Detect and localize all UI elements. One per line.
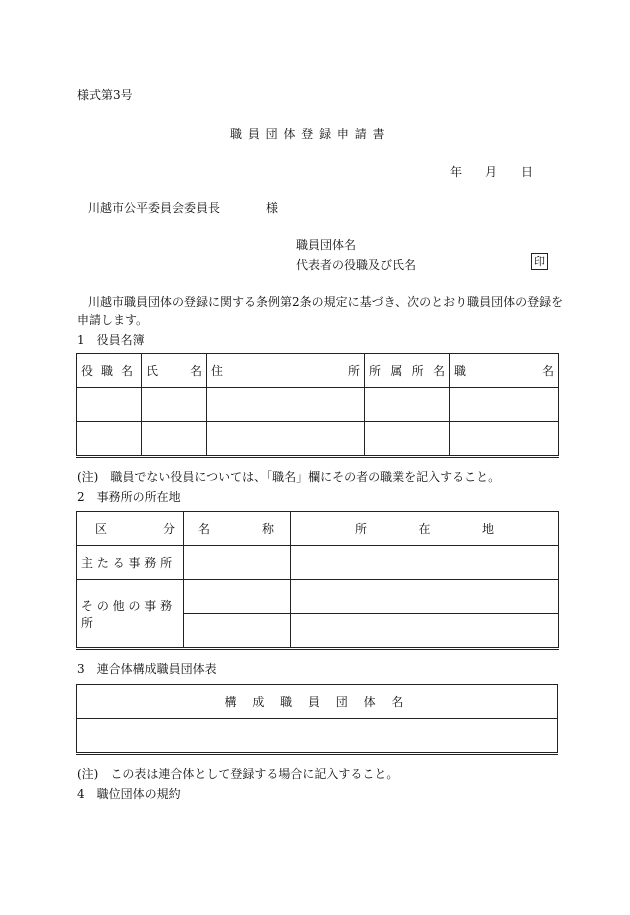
- table-cell[interactable]: [184, 614, 291, 649]
- section3-heading: 3 連合体構成職員団体表: [77, 662, 217, 676]
- row-other-office: そ の 他 の 事 務 所: [77, 580, 184, 649]
- table-cell[interactable]: [184, 580, 291, 614]
- table-row: [77, 546, 559, 580]
- header-affiliation: 所 属 所 名: [365, 354, 450, 388]
- row-main-office: 主 た る 事 務 所: [77, 546, 184, 580]
- date-month: 月: [485, 165, 498, 179]
- officer-table: [76, 353, 559, 458]
- table-cell[interactable]: [142, 388, 207, 422]
- table-cell[interactable]: [450, 388, 559, 422]
- table-row: [77, 388, 559, 422]
- section3-note: (注) この表は連合体として登録する場合に記入すること。: [77, 767, 399, 781]
- table-cell[interactable]: [291, 614, 559, 649]
- table-cell[interactable]: [142, 422, 207, 457]
- table-cell[interactable]: [291, 546, 559, 580]
- member-union-table: [76, 684, 558, 755]
- form-title: 職 員 団 体 登 録 申 請 書: [230, 127, 386, 141]
- table-cell[interactable]: [365, 422, 450, 457]
- body-text-line-1: 川越市職員団体の登録に関する条例第2条の規定に基づき、次のとおり職員団体の登録を: [88, 295, 564, 309]
- table-cell[interactable]: [207, 422, 365, 457]
- header-position: 役 職 名: [77, 354, 142, 388]
- table-cell[interactable]: [207, 388, 365, 422]
- header-location: 所 在 地: [291, 512, 559, 546]
- table-cell[interactable]: [450, 422, 559, 457]
- section2-heading: 2 事務所の所在地: [77, 490, 181, 504]
- table-header-row: [77, 354, 559, 388]
- table-row: [77, 422, 559, 457]
- table-cell[interactable]: [291, 580, 559, 614]
- header-job-title: 職 名: [450, 354, 559, 388]
- table-header-row: [77, 512, 559, 546]
- section4-heading: 4 職位団体の規約: [77, 787, 181, 801]
- office-table: [76, 511, 559, 650]
- header-name: 氏 名: [142, 354, 207, 388]
- seal-mark: 印: [531, 253, 548, 270]
- rep-name-label: 代表者の役職及び氏名: [296, 258, 417, 272]
- table-cell[interactable]: [184, 546, 291, 580]
- header-member-union-name: 構 成 職 員 団 体 名: [77, 685, 558, 719]
- table-cell[interactable]: [365, 388, 450, 422]
- addressee-honorific: 様: [266, 201, 279, 215]
- date-year: 年: [450, 165, 463, 179]
- header-category: 区 分: [77, 512, 184, 546]
- header-address: 住 所: [207, 354, 365, 388]
- table-row: [77, 719, 558, 754]
- table-header-row: [77, 685, 558, 719]
- section1-heading: 1 役員名簿: [77, 333, 145, 347]
- table-cell[interactable]: [77, 388, 142, 422]
- addressee-name: 川越市公平委員会委員長: [88, 201, 221, 215]
- table-cell[interactable]: [77, 422, 142, 457]
- table-cell[interactable]: [77, 719, 558, 754]
- table-row: [77, 580, 559, 614]
- org-name-label: 職員団体名: [296, 238, 357, 252]
- body-text-line-2: 申請します。: [77, 313, 149, 327]
- header-org-name: 名 称: [184, 512, 291, 546]
- form-number: 様式第3号: [77, 88, 133, 102]
- date-day: 日: [521, 165, 534, 179]
- section1-note: (注) 職員でない役員については、「職名」欄にその者の職業を記入すること。: [77, 470, 501, 484]
